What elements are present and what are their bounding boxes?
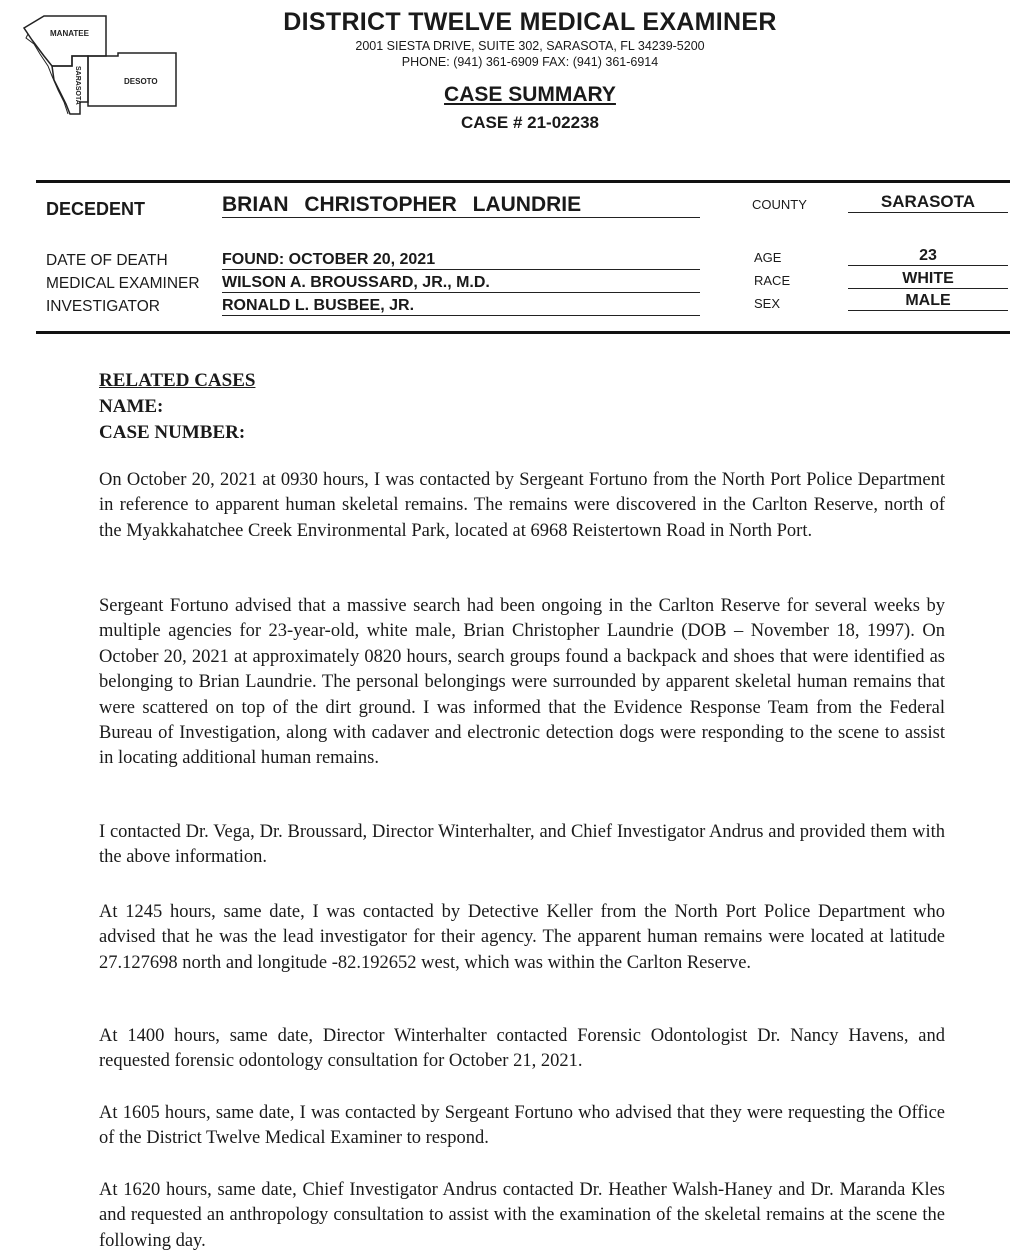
paragraph-3: I contacted Dr. Vega, Dr. Broussard, Director Winterhalter, and Chief Investigator Andrus and provided them with the above information. <box>99 822 945 868</box>
case-number: CASE # 21-02238 <box>461 113 599 132</box>
logo-label-desoto: DESOTO <box>124 77 158 86</box>
paragraph-7: At 1620 hours, same date, Chief Investigator Andrus contacted Dr. Heather Walsh-Haney and Dr. Maranda Kles and requested an anthropology consultation to assist with the examination of the skeletal remains at the scene the following day. <box>99 1180 945 1251</box>
date-of-death-label: DATE OF DEATH <box>46 252 168 269</box>
related-cases-heading: RELATED CASES <box>99 370 256 391</box>
logo-label-manatee: MANATEE <box>50 29 89 38</box>
age-value: 23 <box>848 247 1008 266</box>
age-label: AGE <box>754 250 782 265</box>
office-phone-fax: PHONE: (941) 361-6909 FAX: (941) 361-6914 <box>401 55 659 69</box>
county-label: COUNTY <box>752 197 807 212</box>
date-of-death-value: FOUND: OCTOBER 20, 2021 <box>222 251 700 270</box>
race-label: RACE <box>754 273 791 288</box>
narrative-paragraph <box>99 594 945 772</box>
paragraph-5: At 1400 hours, same date, Director Winterhalter contacted Forensic Odontologist Dr. Nancy Havens, and requested forensic odontology consultation for October 21, 2021. <box>99 1026 945 1072</box>
race-value: WHITE <box>848 270 1008 289</box>
info-top-rule <box>36 180 1010 183</box>
narrative-paragraph <box>99 820 945 871</box>
medical-examiner-label: MEDICAL EXAMINER <box>46 275 200 292</box>
logo-label-sarasota: SARASOTA <box>74 66 81 105</box>
investigator-label: INVESTIGATOR <box>46 298 160 315</box>
sex-value: MALE <box>848 292 1008 311</box>
decedent-label: DECEDENT <box>46 199 146 219</box>
paragraph-2: Sergeant Fortuno advised that a massive search had been ongoing in the Carlton Reserve for several weeks by multiple agencies for 23-year-old, white male, Brian Christopher Laundrie (DOB – November 18, 1997). On October 20, 2021 at approximately 0820 hours, search groups found a backpack and shoes that were identified as belonging to Brian Laundrie. The personal belongings were surrounded by apparent skeletal human remains that were scattered on top of the dirt ground. I was informed that the Evidence Response Team from the Federal Bureau of Investigation, along with cadaver and electronic detection dogs were responding to the scene to assist in locating additional human remains. <box>99 596 945 769</box>
investigator-value: RONALD L. BUSBEE, JR. <box>222 297 700 316</box>
office-address: 2001 SIESTA DRIVE, SUITE 302, SARASOTA, FL 34239-5200 <box>355 39 705 53</box>
paragraph-4: At 1245 hours, same date, I was contacted by Detective Keller from the North Port Police Department who advised that he was the lead investigator for their agency. The apparent human remains were located at latitude 27.127698 north and longitude -82.192652 west, which was within the Carlton Reserve. <box>99 902 945 973</box>
narrative-paragraph <box>99 468 945 544</box>
narrative-paragraph <box>99 1178 945 1254</box>
county-value: SARASOTA <box>848 192 1008 213</box>
medical-examiner-value: WILSON A. BROUSSARD, JR., M.D. <box>222 274 700 293</box>
sex-label: SEX <box>754 296 781 311</box>
county-map-logo <box>14 10 184 125</box>
related-case-number-label: CASE NUMBER: <box>99 422 246 443</box>
narrative-paragraph <box>99 900 945 976</box>
office-title: DISTRICT TWELVE MEDICAL EXAMINER <box>283 8 777 36</box>
narrative-paragraph <box>99 1024 945 1075</box>
county-map-icon <box>14 10 184 125</box>
paragraph-6: At 1605 hours, same date, I was contacted by Sergeant Fortuno who advised that they were requesting the Office of the District Twelve Medical Examiner to respond. <box>99 1103 945 1149</box>
related-name-label: NAME: <box>99 396 164 417</box>
decedent-name: BRIAN CHRISTOPHER LAUNDRIE <box>222 193 700 218</box>
narrative-paragraph <box>99 1101 945 1152</box>
paragraph-1: On October 20, 2021 at 0930 hours, I was contacted by Sergeant Fortuno from the North Port Police Department in reference to apparent human skeletal remains. The remains were discovered in the Carlton Reserve, north of the Myakkahatchee Creek Environmental Park, located at 6968 Reistertown Road in North Port. <box>99 470 945 541</box>
document-title: CASE SUMMARY <box>444 83 616 106</box>
info-bottom-rule <box>36 331 1010 334</box>
